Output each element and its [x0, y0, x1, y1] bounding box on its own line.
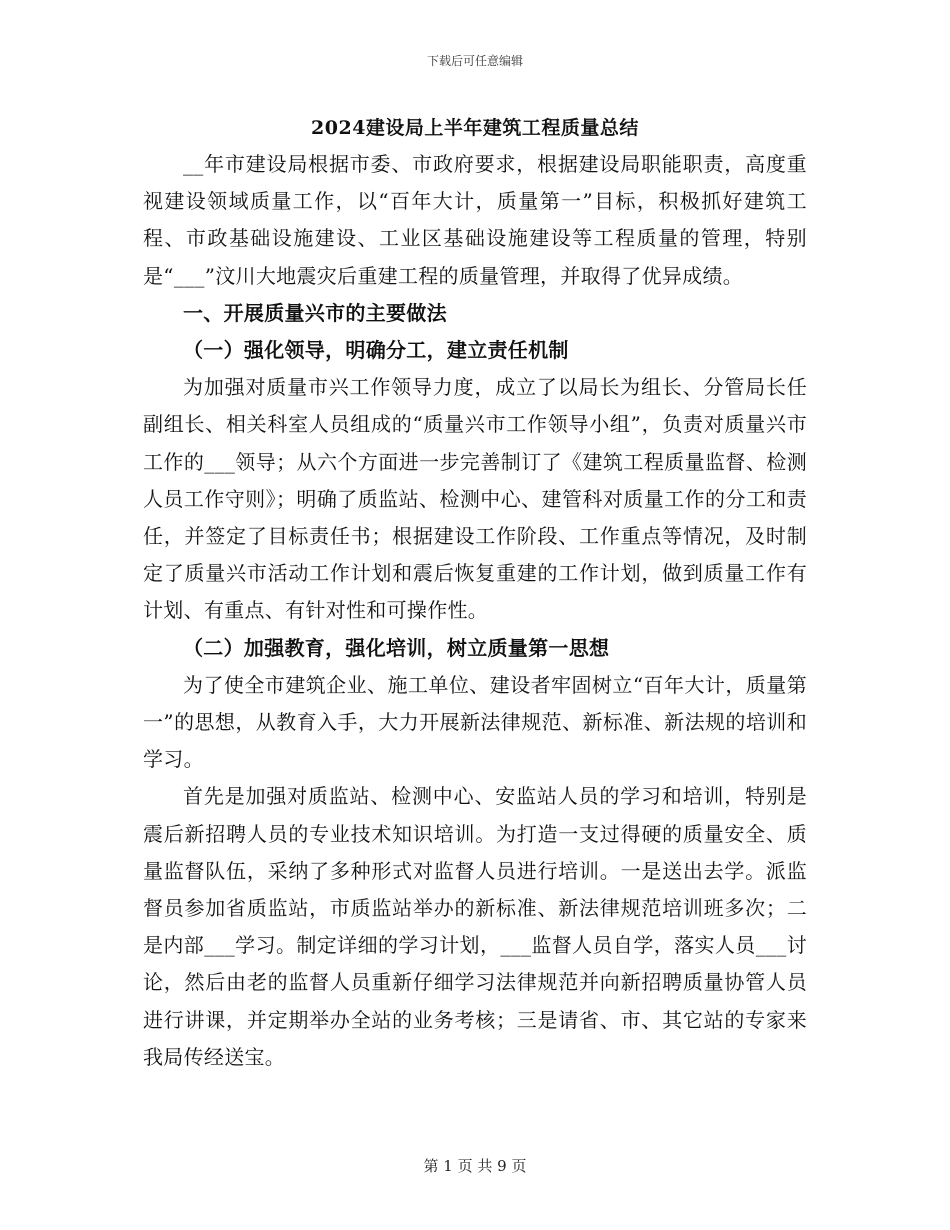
page-number: 第 1 页 共 9 页: [423, 1157, 527, 1175]
subsection-heading: （一）强化领导，明确分工，建立责任机制: [183, 338, 569, 363]
document-title: 2024建设局上半年建筑工程质量总结: [311, 117, 639, 139]
body-paragraph: 为了使全市建筑企业、施工单位、建设者牢固树立“百年大计，质量第一”的思想，从教育入手，大力开展新法律规范、新标准、新法规的培训和学习。: [143, 672, 807, 772]
intro-paragraph: __年市建设局根据市委、市政府要求，根据建设局职能职责，高度重视建设领域质量工作，以“百年大计，质量第一”目标，积极抓好建筑工程、市政基础设施建设、工业区基础设施建设等工程质量的管理，特别是“___”汶川大地震灾后重建工程的质量管理，并取得了优异成绩。: [143, 152, 807, 288]
document-body: [143, 146, 807, 1076]
subsection-heading: （二）加强教育，强化培训，树立质量第一思想: [183, 635, 610, 660]
body-paragraph: 首先是加强对质监站、检测中心、安监站人员的学习和培训，特别是震后新招聘人员的专业技术知识培训。为打造一支过得硬的质量安全、质量监督队伍，采纳了多种形式对监督人员进行培训。一是送出去学。派监督员参加省质监站，市质监站举办的新标准、新法律规范培训班多次；二是内部___学习。制定详细的学习计划，___监督人员自学，落实人员___讨论，然后由老的监督人员重新仔细学习法律规范并向新招聘质量协管人员进行讲课，并定期举办全站的业务考核；三是请省、市、其它站的专家来我局传经送宝。: [143, 784, 807, 1069]
body-paragraph: 为加强对质量市兴工作领导力度，成立了以局长为组长、分管局长任副组长、相关科室人员组成的“质量兴市工作领导小组”，负责对质量兴市工作的___领导；从六个方面进一步完善制订了《建筑工程质量监督、检测人员工作守则》；明确了质监站、检测中心、建管科对质量工作的分工和责任，并签定了目标责任书；根据建设工作阶段、工作重点等情况，及时制定了质量兴市活动工作计划和震后恢复重建的工作计划，做到质量工作有计划、有重点、有针对性和可操作性。: [143, 375, 807, 623]
section-heading: 一、开展质量兴市的主要做法: [183, 300, 447, 325]
page-header: 下载后可任意编辑: [426, 54, 523, 68]
